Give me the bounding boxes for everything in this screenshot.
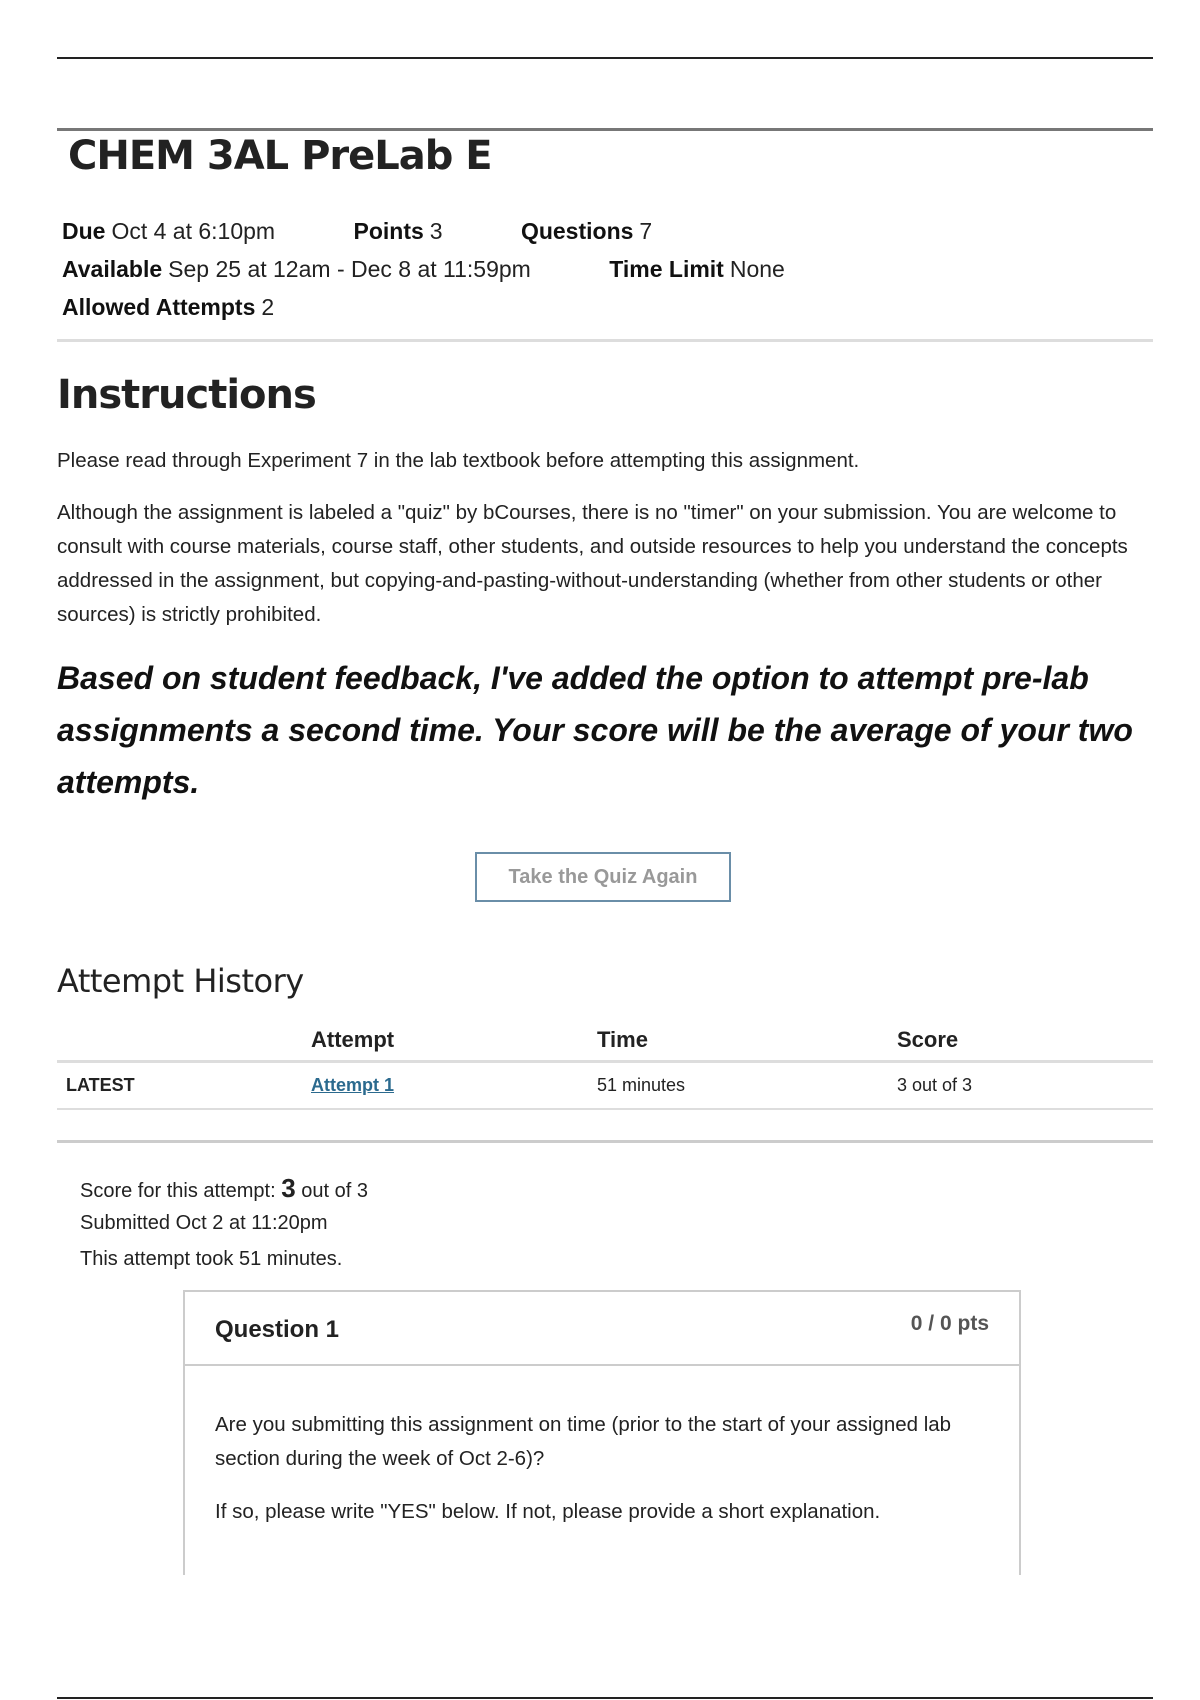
attempt-history-heading: Attempt History: [57, 962, 304, 1000]
meta-row-3: [62, 294, 274, 321]
attempt-1-link[interactable]: Attempt 1: [311, 1075, 395, 1095]
attempt-time: 51 minutes: [597, 1075, 686, 1095]
attempt-duration: This attempt took 51 minutes.: [80, 1248, 343, 1270]
meta-divider: [57, 339, 1153, 342]
latest-tag: LATEST: [66, 1075, 135, 1095]
instructions-emphasis: Based on student feedback, I've added the option to attempt pre-lab assignments a second time. Your score will be the average of your two attempts.: [57, 660, 1133, 800]
score-value: 3: [281, 1173, 296, 1203]
page-bottom-divider: [57, 1697, 1153, 1699]
question-card-mask: [0, 1575, 1200, 1700]
page-top-divider: [57, 57, 1153, 59]
instructions-heading: Instructions: [57, 372, 316, 418]
table-header-divider: [57, 1060, 1153, 1063]
header-divider: [57, 128, 1153, 131]
time-limit: Time Limit None: [609, 256, 785, 282]
question-points: 0 / 0 pts: [910, 1312, 989, 1335]
questions: Questions 7: [520, 218, 653, 244]
column-header-score: Score: [897, 1027, 959, 1052]
due: Due Oct 4 at 6:10pm: [62, 218, 276, 244]
instructions-paragraph-1: Please read through Experiment 7 in the lab textbook before attempting this assignment.: [57, 449, 860, 472]
question-instruction: If so, please write "YES" below. If not, please provide a short explanation.: [215, 1500, 881, 1523]
meta-row-1: [62, 218, 652, 245]
column-header-attempt: Attempt: [311, 1027, 395, 1052]
history-divider: [57, 1140, 1153, 1143]
allowed-attempts: Allowed Attempts 2: [62, 294, 275, 320]
question-text: Are you submitting this assignment on time (prior to the start of your assigned lab section during the week of Oct 2-6)?: [215, 1413, 952, 1470]
take-quiz-again-button[interactable]: Take the Quiz Again: [475, 852, 731, 902]
question-header: [185, 1292, 1019, 1366]
available: Available Sep 25 at 12am - Dec 8 at 11:59pm: [62, 256, 531, 282]
instructions-paragraph-2: Although the assignment is labeled a "quiz" by bCourses, there is no "timer" on your submission. You are welcome to consult with course materials, course staff, other students, and outside resources to help you understand the concepts addressed in the assignment, but copying-and-pasting-without-understanding (whether from other students or other sources) is strictly prohibited.: [57, 501, 1128, 626]
column-header-time: Time: [597, 1027, 648, 1052]
attempt-score: 3 out of 3: [897, 1075, 973, 1095]
submitted-time: Submitted Oct 2 at 11:20pm: [80, 1212, 328, 1234]
page-title: CHEM 3AL PreLab E: [68, 133, 492, 179]
table-row-divider: [57, 1108, 1153, 1110]
meta-row-2: [62, 256, 785, 283]
points: Points 3: [353, 218, 443, 244]
score-summary: Score for this attempt: 3 out of 3: [80, 1173, 368, 1203]
question-title: Question 1: [215, 1316, 340, 1343]
